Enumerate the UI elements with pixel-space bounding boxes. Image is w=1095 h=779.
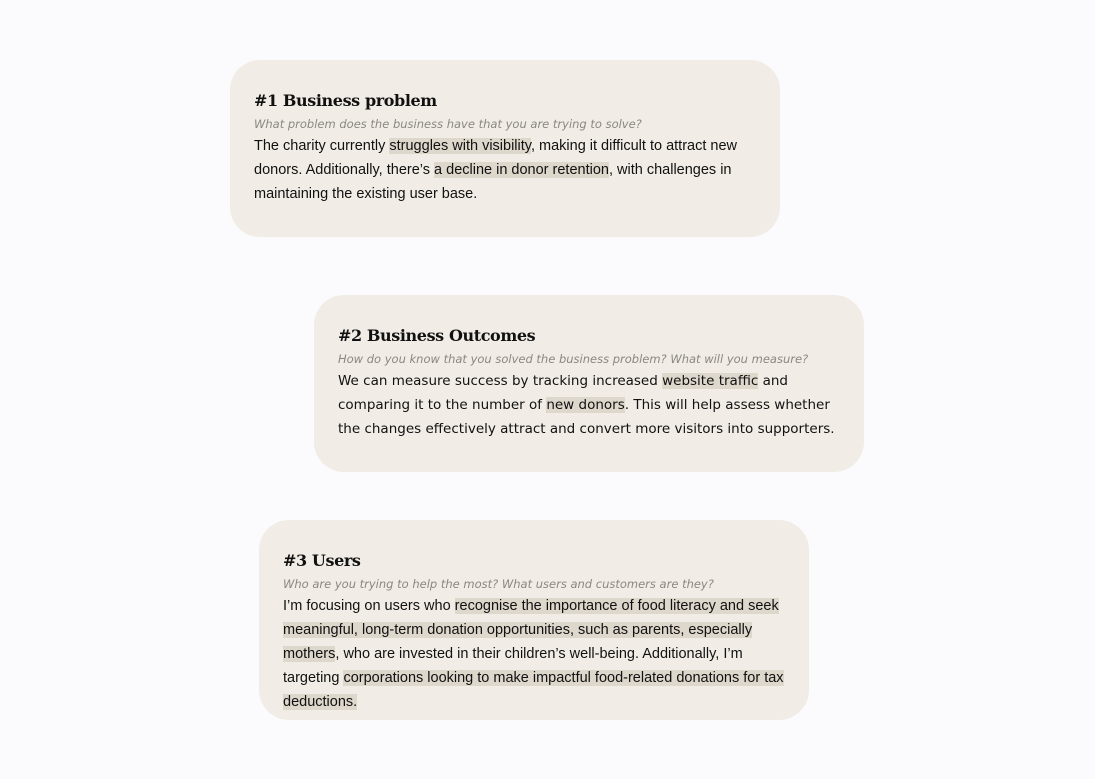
body-text: and comparing it to the number of xyxy=(338,373,788,413)
card-body xyxy=(283,594,785,714)
highlighted-text: recognise the importance of food literacy and seek meaningful, long-term donation opportunities, such as parents, especially mothers xyxy=(283,598,779,662)
card-body xyxy=(338,369,840,441)
body-text: , with challenges in maintaining the existing user base. xyxy=(254,162,732,202)
highlighted-text: new donors xyxy=(546,397,625,413)
card-question: What problem does the business have that you are trying to solve? xyxy=(254,117,642,131)
highlighted-text: a decline in donor retention xyxy=(434,162,609,178)
body-text: We can measure success by tracking increased xyxy=(338,373,663,389)
card-users xyxy=(259,520,809,720)
body-text: The charity currently xyxy=(254,138,390,154)
body-text: , who are invested in their children’s well-being. Additionally, I’m targeting xyxy=(283,646,743,686)
body-text: . This will help assess whether the changes effectively attract and convert more visitors into supporters. xyxy=(338,397,835,437)
card-title: #3 Users xyxy=(283,551,361,570)
highlighted-text: website traffic xyxy=(662,373,759,389)
card-body xyxy=(254,134,756,206)
body-text: , making it difficult to attract new donors. Additionally, there’s xyxy=(254,138,737,178)
card-business-problem xyxy=(230,60,780,237)
card-question: Who are you trying to help the most? What users and customers are they? xyxy=(283,577,714,591)
card-business-outcomes xyxy=(314,295,864,472)
highlighted-text: corporations looking to make impactful food-related donations for tax deductions. xyxy=(283,670,784,710)
card-question: How do you know that you solved the business problem? What will you measure? xyxy=(338,352,809,366)
card-title: #2 Business Outcomes xyxy=(338,326,536,345)
card-title: #1 Business problem xyxy=(254,91,437,110)
highlighted-text: struggles with visibility xyxy=(389,138,531,154)
body-text: I’m focusing on users who xyxy=(283,598,455,614)
